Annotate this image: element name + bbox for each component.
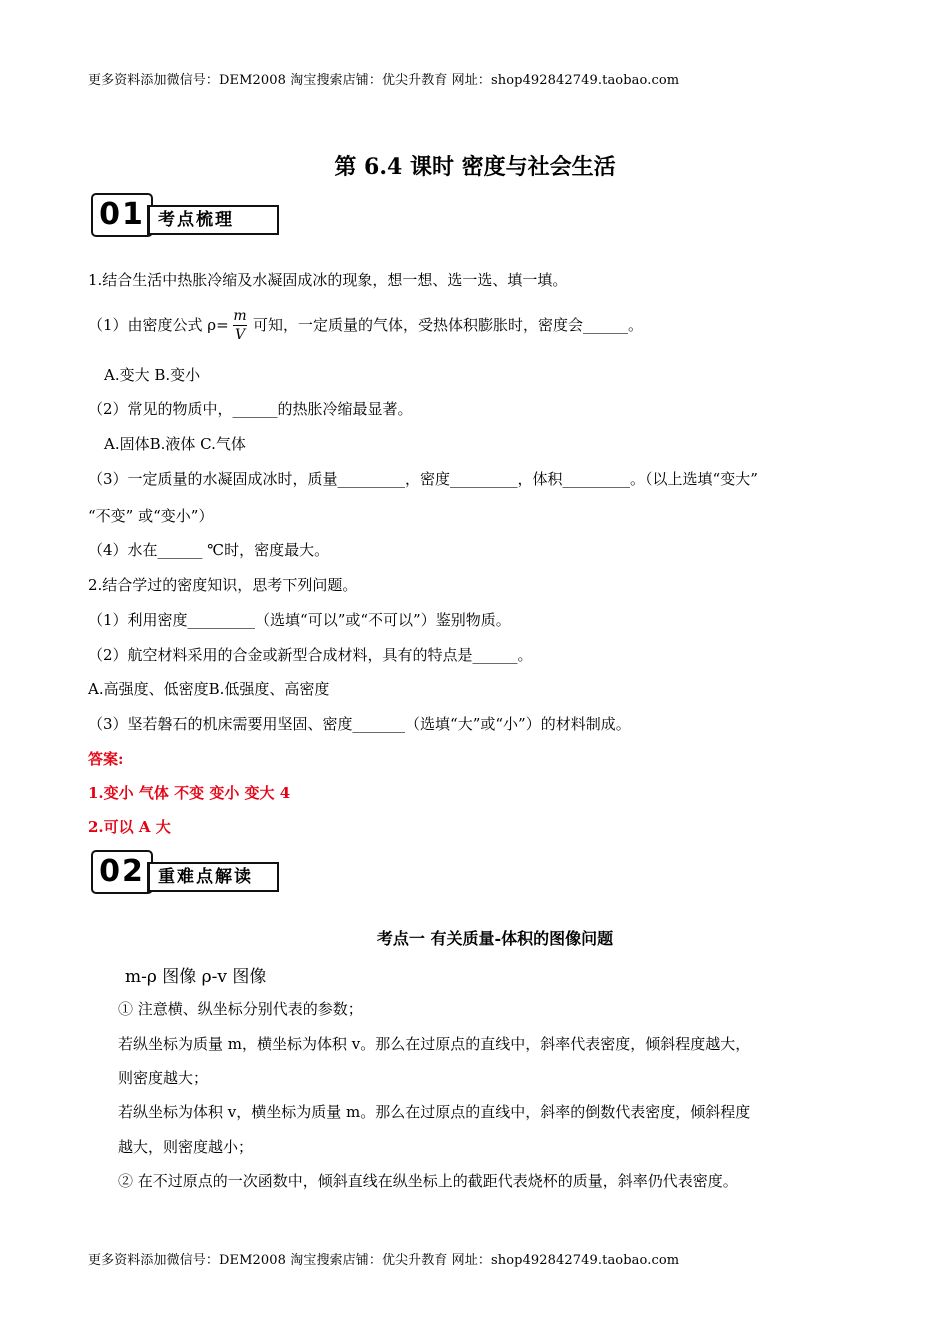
kaodian-heading: 考点一 有关质量-体积的图像问题 [376,929,614,948]
graph-types: m-ρ 图像 ρ-v 图像 [125,967,267,987]
q1-part1-after: 可知，一定质量的气体，受热体积膨胀时，密度会______。 [253,316,644,334]
q1-part2-options: A.固体B.液体 C.气体 [104,435,246,453]
formula-denominator: V [234,327,246,343]
page-footer: 更多资料添加微信号：DEM2008 淘宝搜索店铺：优尖升教育 网址：shop492842749.taobao.com [88,1253,680,1268]
page-header: 更多资料添加微信号：DEM2008 淘宝搜索店铺：优尖升教育 网址：shop492842749.taobao.com [88,73,680,88]
section-number: 02 [91,850,153,894]
page-title: 第 6.4 课时 密度与社会生活 [334,154,616,180]
explanation-line-4: 越大，则密度越小； [118,1138,254,1156]
q1-intro: 1.结合生活中热胀冷缩及水凝固成冰的现象，想一想、选一选、填一填。 [88,271,568,289]
q2-part1: （1）利用密度_________（选填“可以”或“不可以”）鉴别物质。 [88,611,511,629]
answers-line-1: 1.变小 气体 不变 变小 变大 4 [88,784,291,802]
section-number: 01 [91,193,153,237]
formula-numerator: m [233,308,247,324]
section-label: 重难点解读 [147,862,279,892]
q2-intro: 2.结合学过的密度知识，思考下列问题。 [88,576,358,594]
q2-part2-options: A.高强度、低密度B.低强度、高密度 [88,680,330,698]
point-2: ② 在不过原点的一次函数中，倾斜直线在纵坐标上的截距代表烧杯的质量，斜率仍代表密度。 [118,1172,738,1190]
explanation-line-1: 若纵坐标为质量 m，横坐标为体积 v。那么在过原点的直线中，斜率代表密度，倾斜程度越大， [118,1035,751,1053]
q1-part3-line1: （3）一定质量的水凝固成冰时，质量_________，密度_________，体积_________。（以上选填“变大” [88,470,758,488]
section-label: 考点梳理 [147,205,279,235]
explanation-line-2: 则密度越大； [118,1069,209,1087]
answers-line-2: 2.可以 A 大 [88,818,171,836]
q1-part4: （4）水在______ ℃时，密度最大。 [88,541,330,559]
fraction-bar [233,325,247,326]
q1-part3-line2: “不变” 或“变小”） [88,507,214,525]
answers-heading: 答案: [88,750,124,768]
point-1: ① 注意横、纵坐标分别代表的参数； [118,1000,363,1018]
density-formula [233,308,247,343]
q1-part1-before: （1）由密度公式 ρ= [88,316,229,334]
q1-part1-options: A.变大 B.变小 [104,366,201,384]
q1-part2: （2）常见的物质中，______的热胀冷缩最显著。 [88,400,413,418]
q2-part2: （2）航空材料采用的合金或新型合成材料，具有的特点是______。 [88,646,533,664]
explanation-line-3: 若纵坐标为体积 v，横坐标为质量 m。那么在过原点的直线中，斜率的倒数代表密度，倾斜程度 [118,1103,751,1121]
q2-part3: （3）坚若磐石的机床需要用坚固、密度_______（选填“大”或“小”）的材料制成。 [88,715,631,733]
